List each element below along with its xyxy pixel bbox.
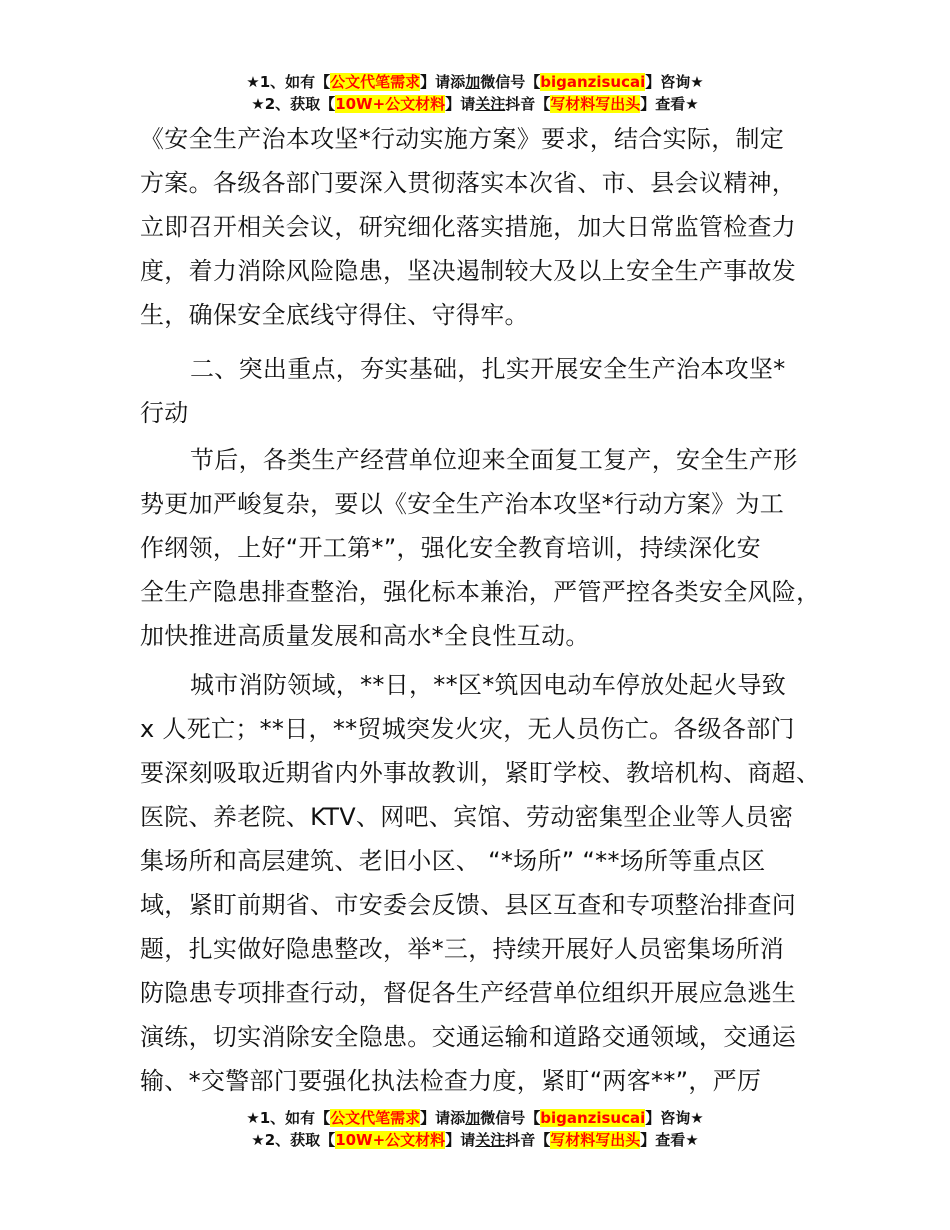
- promo-text: 】咨询★: [645, 1109, 704, 1127]
- promo-highlight: 10W+公文材料: [335, 1131, 446, 1149]
- promo-text: ★2、获取【: [251, 95, 336, 113]
- text-line: 势更加严峻复杂，要以《安全生产治本攻坚*行动方案》为工: [140, 490, 785, 518]
- paragraph: [140, 117, 832, 337]
- promo-line-2: [0, 93, 950, 115]
- text-line: 集场所和高层建筑、老旧小区、 “*场所” “**场所等重点区: [140, 847, 766, 875]
- text-line: 作纲领，上好“开工第*”，强化安全教育培训，持续深化安: [140, 534, 761, 562]
- paragraph: [140, 438, 832, 658]
- promo-highlight: 公文代笔需求: [330, 1109, 421, 1127]
- text-line: 域，紧盯前期省、市安委会反馈、县区互查和专项整治排查问: [140, 891, 797, 919]
- text-line: 输、*交警部门要强化执法检查力度，紧盯“两客**”，严厉: [140, 1067, 762, 1095]
- promo-underline: 加: [465, 73, 481, 91]
- promo-text: 微信号【: [480, 73, 541, 91]
- promo-highlight: 写材料写出头: [550, 1131, 641, 1149]
- promo-banner-top: [0, 71, 950, 115]
- promo-highlight: 10W+公文材料: [335, 95, 446, 113]
- text-line: 立即召开相关会议，研究细化落实措施，加大日常监管检查力: [140, 213, 797, 241]
- text-line: 防隐患专项排查行动，督促各生产经营单位组织开展应急逃生: [140, 979, 797, 1007]
- text-line: 题，扎实做好隐患整改，举*三，持续开展好人员密集场所消: [140, 935, 785, 963]
- text-line: 全生产隐患排查整治，强化标本兼治，严管严控各类安全风险，: [140, 578, 821, 606]
- promo-line-1: [0, 71, 950, 93]
- promo-underline: 关注: [475, 1131, 506, 1149]
- text-line: x 人死亡；**日，**贸城突发火灾，无人员伤亡。各级各部门: [140, 715, 795, 743]
- text-line: 加快推进高质量发展和高水*全良性互动。: [140, 622, 590, 650]
- promo-highlight: 公文代笔需求: [330, 73, 421, 91]
- promo-underline: 关注: [475, 95, 506, 113]
- text-line: 《安全生产治本攻坚*行动实施方案》要求，结合实际，制定: [140, 125, 785, 153]
- text-line: 生，确保安全底线守得住、守得牢。: [140, 301, 529, 329]
- promo-text: 抖音【: [505, 95, 551, 113]
- promo-highlight: biganzisucai: [540, 1109, 646, 1127]
- text-line: 行动: [140, 399, 189, 427]
- promo-text: ★1、如有【: [246, 73, 331, 91]
- text-line: 度，着力消除风险隐患，坚决遏制较大及以上安全生产事故发: [140, 257, 797, 285]
- promo-line-1: [0, 1107, 950, 1129]
- text-line: 方案。各级各部门要深入贯彻落实本次省、市、县会议精神，: [140, 169, 797, 197]
- promo-text: 抖音【: [505, 1131, 551, 1149]
- promo-text: ★2、获取【: [251, 1131, 336, 1149]
- promo-text: 】查看★: [640, 95, 699, 113]
- section-heading: [140, 347, 832, 435]
- promo-text: 微信号【: [480, 1109, 541, 1127]
- promo-underline: 加: [465, 1109, 481, 1127]
- text-line: 节后，各类生产经营单位迎来全面复工复产，安全生产形: [190, 446, 798, 474]
- promo-highlight: 写材料写出头: [550, 95, 641, 113]
- paragraph: [140, 663, 832, 1103]
- promo-highlight: biganzisucai: [540, 73, 646, 91]
- promo-text: 】请添: [420, 73, 466, 91]
- text-line: 城市消防领域，**日，**区*筑因电动车停放处起火导致: [190, 671, 787, 699]
- text-line: 二、突出重点，夯实基础，扎实开展安全生产治本攻坚*: [190, 355, 786, 383]
- text-line: 要深刻吸取近期省内外事故教训，紧盯学校、教培机构、商超、: [140, 759, 821, 787]
- promo-text: 】查看★: [640, 1131, 699, 1149]
- promo-line-2: [0, 1129, 950, 1151]
- promo-text: 】请: [445, 95, 476, 113]
- promo-banner-bottom: [0, 1107, 950, 1151]
- promo-text: 】请: [445, 1131, 476, 1149]
- promo-text: 】请添: [420, 1109, 466, 1127]
- promo-text: ★1、如有【: [246, 1109, 331, 1127]
- promo-text: 】咨询★: [645, 73, 704, 91]
- text-line: 医院、养老院、KTV、网吧、宾馆、劳动密集型企业等人员密: [140, 803, 794, 831]
- text-line: 演练，切实消除安全隐患。交通运输和道路交通领域，交通运: [140, 1023, 797, 1051]
